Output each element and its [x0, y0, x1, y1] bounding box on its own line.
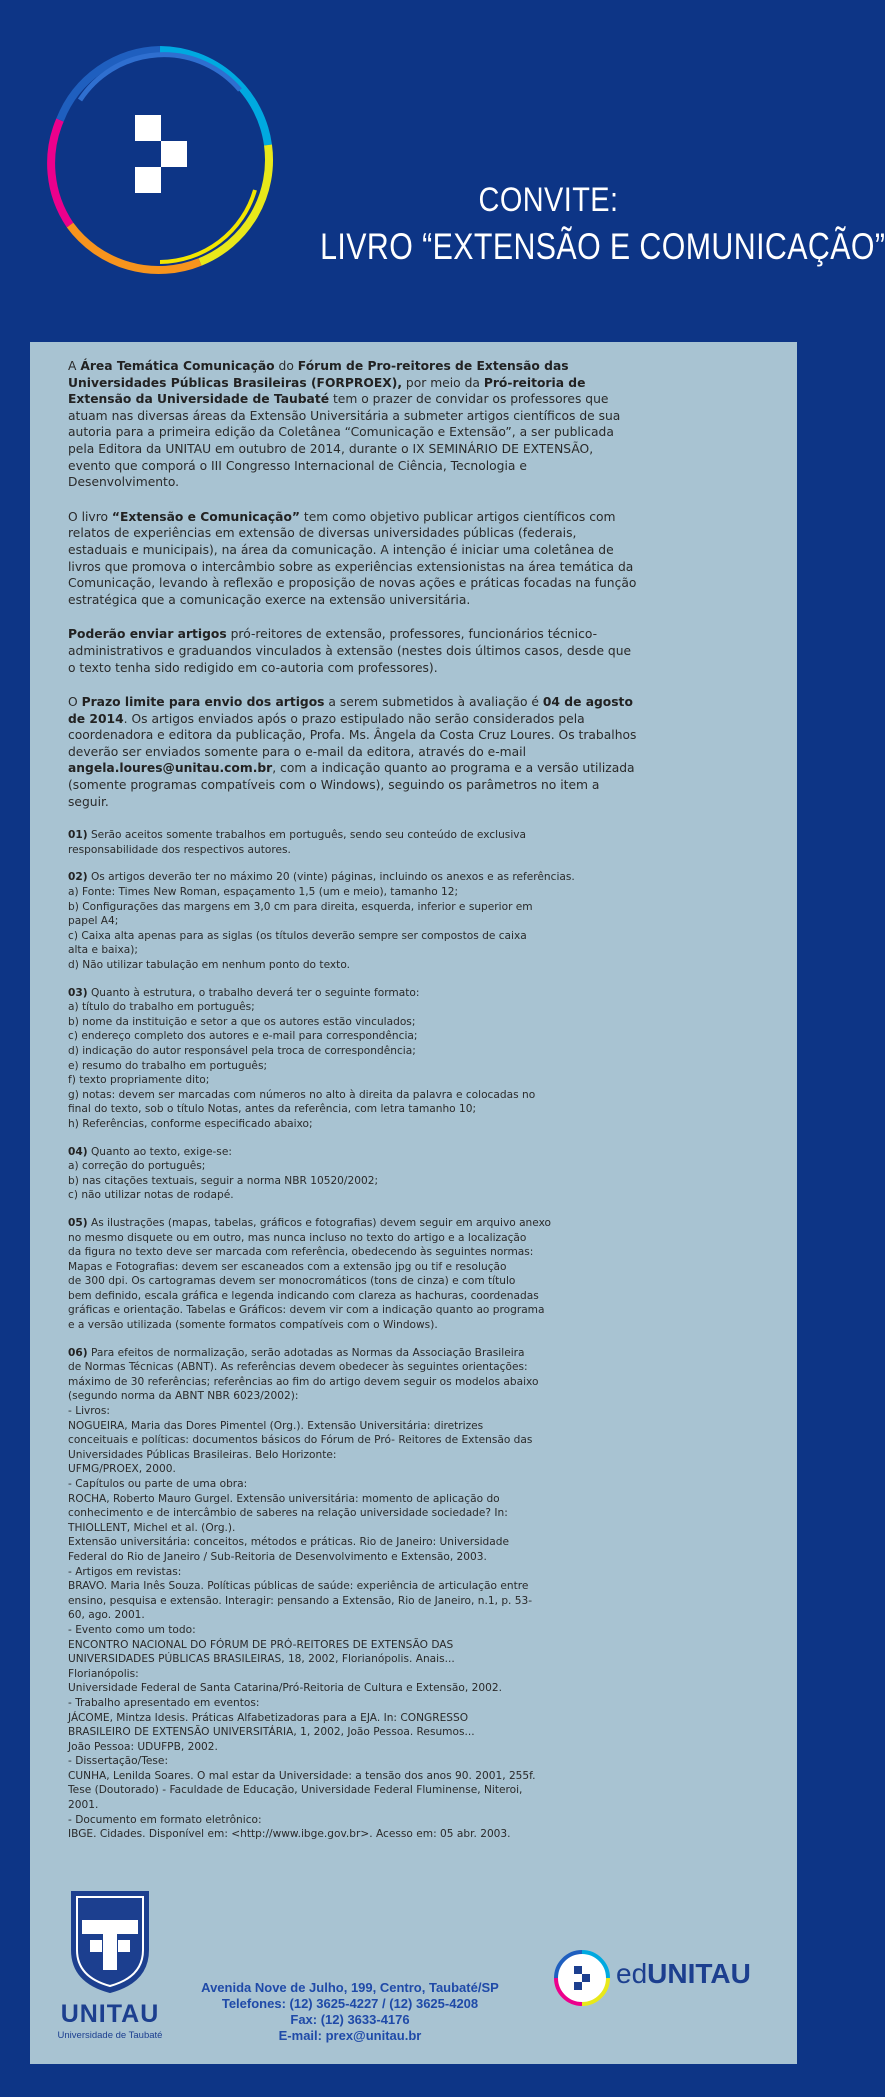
- rule-text: c) endereço completo dos autores e e-mail para correspondência;: [68, 1030, 418, 1043]
- rule-text: conceituais e políticas: documentos básicos do Fórum de Pró- Reitores de Extensão das: [68, 1434, 533, 1447]
- intro-text-2: do: [274, 359, 298, 373]
- rule-text: alta e baixa);: [68, 944, 138, 957]
- rule-line: [68, 1102, 638, 1117]
- rule-text: Universidade Federal de Santa Catarina/Pró-Reitoria de Cultura e Extensão, 2002.: [68, 1682, 502, 1695]
- editor-email: angela.loures@unitau.com.br: [68, 761, 273, 776]
- rule-line: [68, 1029, 638, 1044]
- rule-line: [68, 1579, 638, 1594]
- rule-line: [68, 1681, 638, 1696]
- rule-line: [68, 1073, 638, 1088]
- rule-text: BRASILEIRO DE EXTENSÃO UNIVERSITÁRIA, 1, 2002, João Pessoa. Resumos...: [68, 1726, 475, 1739]
- rule-text: g) notas: devem ser marcadas com números no alto à direita da palavra e colocadas no: [68, 1088, 536, 1101]
- livro-paragraph: [68, 509, 638, 609]
- rule-text: (segundo norma da ABNT NBR 6023/2002):: [68, 1390, 299, 1403]
- rule-item: [68, 986, 638, 1132]
- unitau-name: UNITAU: [60, 2000, 160, 2028]
- rule-text: Tese (Doutorado) - Faculdade de Educação, Universidade Federal Fluminense, Niteroi,: [68, 1784, 523, 1797]
- rule-item: [68, 828, 638, 857]
- contact-block: [190, 1980, 510, 2044]
- rule-line: [68, 1521, 638, 1536]
- rule-line: [68, 1000, 638, 1015]
- rule-line: [68, 1216, 638, 1231]
- rule-line: [68, 1360, 638, 1375]
- rule-line: [68, 1565, 638, 1580]
- rule-text: THIOLLENT, Michel et al. (Org.).: [68, 1521, 236, 1534]
- rule-text: Mapas e Fotografias: devem ser escaneados com a extensão jpg ou tif e resolução: [68, 1260, 507, 1273]
- livro-text-2: tem como objetivo publicar artigos científicos com relatos de experiências em extensão de diversas universidades públicas (federais, estaduais e municipais), na área da comunicação. A intenção é iniciar uma coletânea de livros que promova o intercâmbio sobre as experiências extensionistas na área temática da Comunicação, levando à reflexão e proposição de novas ações e práticas focadas na função estratégica que a comunicação exerce na extensão universitária.: [68, 509, 637, 607]
- edunitau-logo: [550, 1946, 780, 2016]
- rule-line: [68, 1813, 638, 1828]
- deadline-date: 04 de agosto de 2014: [68, 695, 633, 726]
- rule-text: conhecimento e de intercâmbio de saberes na relação universidade sociedade? In:: [68, 1507, 508, 1520]
- rule-item: [68, 1145, 638, 1203]
- rule-text: final do texto, sob o título Notas, antes da referência, com letra tamanho 10;: [68, 1103, 477, 1116]
- title-line-2: LIVRO “EXTENSÃO E COMUNICAÇÃO”: [320, 226, 885, 267]
- rule-text: h) Referências, conforme especificado abaixo;: [68, 1117, 313, 1130]
- rule-line: [68, 1303, 638, 1318]
- rule-line: [68, 1044, 638, 1059]
- rule-text: e a versão utilizada (somente formatos compatíveis com o Windows).: [68, 1319, 438, 1332]
- rule-text: - Evento como um todo:: [68, 1623, 196, 1636]
- rule-line: [68, 885, 638, 900]
- rule-line: [68, 1346, 638, 1361]
- rule-item: [68, 1346, 638, 1842]
- rule-line: [68, 1783, 638, 1798]
- rule-line: [68, 1652, 638, 1667]
- prazo-text-1: O: [68, 695, 82, 710]
- rule-line: [68, 1754, 638, 1769]
- rule-text: João Pessoa: UDUFPB, 2002.: [68, 1740, 218, 1753]
- rule-line: [68, 1059, 638, 1074]
- prazo-paragraph: [68, 694, 638, 810]
- rule-line: [68, 1433, 638, 1448]
- rule-text: UFMG/PROEX, 2000.: [68, 1463, 176, 1476]
- rules-list: [68, 828, 638, 1842]
- rule-line: [68, 1740, 638, 1755]
- rule-line: [68, 1608, 638, 1623]
- rule-text: d) Não utilizar tabulação em nenhum ponto do texto.: [68, 959, 350, 971]
- rule-line: [68, 843, 638, 858]
- rule-number: 06): [68, 1346, 88, 1359]
- rule-line: [68, 1667, 638, 1682]
- rule-text: de Normas Técnicas (ABNT). As referências devem obedecer às seguintes orientações:: [68, 1361, 528, 1374]
- rule-text: - Artigos em revistas:: [68, 1565, 182, 1578]
- intro-text-1: A: [68, 359, 81, 373]
- address-line: Avenida Nove de Julho, 199, Centro, Taubaté/SP: [201, 1980, 499, 1995]
- rule-item: [68, 870, 638, 972]
- rule-text: UNIVERSIDADES PÚBLICAS BRASILEIRAS, 18, 2002, Florianópolis. Anais...: [68, 1653, 455, 1666]
- unitau-subtitle: Universidade de Taubaté: [57, 2030, 163, 2041]
- rule-line: [68, 1696, 638, 1711]
- rule-text: c) não utilizar notas de rodapé.: [68, 1189, 234, 1202]
- rule-text: b) nas citações textuais, seguir a norma NBR 10520/2002;: [68, 1174, 379, 1187]
- rule-line: [68, 1174, 638, 1189]
- intro-text-3: por meio da: [402, 375, 484, 390]
- rule-number: 01): [68, 829, 88, 842]
- rule-text: papel A4;: [68, 915, 119, 928]
- intro-paragraph: [68, 358, 638, 491]
- rule-line: [68, 1245, 638, 1260]
- livro-bold-1: “Extensão e Comunicação”: [111, 509, 300, 524]
- rule-line: [68, 1088, 638, 1103]
- rule-line: [68, 943, 638, 958]
- rule-line: [68, 1389, 638, 1404]
- rule-line: [68, 1375, 638, 1390]
- prazo-text-4: , com a indicação quanto ao programa e a versão utilizada (somente programas compatíveis com o Windows), seguindo os parâmetros no item a seguir.: [68, 761, 635, 809]
- rule-text: máximo de 30 referências; referências ao fim do artigo devem seguir os modelos abaixo: [68, 1375, 539, 1388]
- rule-text: c) Caixa alta apenas para as siglas (os títulos deverão sempre ser compostos de caixa: [68, 929, 527, 942]
- rule-line: [68, 1318, 638, 1333]
- rule-text: gráficas e orientação. Tabelas e Gráficos: devem vir com a indicação quanto ao programa: [68, 1304, 545, 1317]
- rule-text: d) indicação do autor responsável pela troca de correspondência;: [68, 1044, 416, 1057]
- rule-line: [68, 1477, 638, 1492]
- rule-line: [68, 870, 638, 885]
- rule-text: a) título do trabalho em português;: [68, 1001, 255, 1014]
- rule-text: 2001.: [68, 1799, 99, 1812]
- rule-text: Quanto à estrutura, o trabalho deverá ter o seguinte formato:: [87, 986, 420, 999]
- rule-line: [68, 1638, 638, 1653]
- prazo-text-3: . Os artigos enviados após o prazo estipulado não serão considerados pela coordenadora e editora da publicação, Profa. Ms. Ângela da Costa Cruz Loures. Os trabalhos deverão ser enviados somente para o e-mail da editora, através do e-mail: [68, 711, 637, 759]
- rule-line: [68, 1506, 638, 1521]
- rule-line: [68, 1725, 638, 1740]
- rule-text: Federal do Rio de Janeiro / Sub-Reitoria de Desenvolvimento e Extensão, 2003.: [68, 1550, 487, 1563]
- invitation-title: [270, 178, 885, 272]
- rule-text: Universidades Públicas Brasileiras. Belo Horizonte:: [68, 1448, 337, 1461]
- rule-text: bem definido, escala gráfica e legenda indicando com clareza as hachuras, coordenadas: [68, 1289, 539, 1302]
- rule-line: [68, 1594, 638, 1609]
- rule-line: [68, 1623, 638, 1638]
- unitau-logo: [48, 1890, 172, 2050]
- rule-line: [68, 1535, 638, 1550]
- rule-text: Para efeitos de normalização, serão adotadas as Normas da Associação Brasileira: [87, 1346, 525, 1359]
- rule-text: JÁCOME, Mintza Idesis. Práticas Alfabetizadoras para a EJA. In: CONGRESSO: [68, 1711, 469, 1724]
- rule-line: [68, 1404, 638, 1419]
- rule-text: no mesmo disquete ou em outro, mas nunca incluso no texto do artigo e a localização: [68, 1231, 527, 1244]
- rule-text: ensino, pesquisa e extensão. Interagir: pensando a Extensão, Rio de Janeiro, n.1, p. 53-: [68, 1594, 533, 1607]
- rule-line: [68, 1769, 638, 1784]
- rule-text: IBGE. Cidades. Disponível em: <http://www.ibge.gov.br>. Acesso em: 05 abr. 2003.: [68, 1828, 511, 1841]
- fax-line: Fax: (12) 3633-4176: [290, 2012, 410, 2027]
- extensao-logo-icon: [40, 40, 280, 280]
- rule-line: [68, 1274, 638, 1289]
- rule-number: 04): [68, 1145, 88, 1158]
- rule-text: 60, ago. 2001.: [68, 1609, 145, 1622]
- intro-bold-1: Área Temática Comunicação: [80, 359, 275, 373]
- rule-text: e) resumo do trabalho em português;: [68, 1059, 268, 1072]
- rule-line: [68, 914, 638, 929]
- header-banner: [0, 0, 885, 340]
- rule-text: responsabilidade dos respectivos autores.: [68, 843, 291, 856]
- rule-text: - Dissertação/Tese:: [68, 1755, 169, 1768]
- prazo-text-2: a serem submetidos à avaliação é: [324, 695, 543, 710]
- rule-line: [68, 900, 638, 915]
- rule-text: Serão aceitos somente trabalhos em português, sendo seu conteúdo de exclusiva: [87, 829, 527, 842]
- rule-text: As ilustrações (mapas, tabelas, gráficos e fotografias) devem seguir em arquivo anexo: [87, 1216, 552, 1229]
- rule-text: CUNHA, Lenilda Soares. O mal estar da Universidade: a tensão dos anos 90. 2001, 255f.: [68, 1769, 536, 1782]
- rule-line: [68, 1550, 638, 1565]
- rule-text: Florianópolis:: [68, 1667, 139, 1680]
- rule-line: [68, 828, 638, 843]
- edunitau-ring-icon: [552, 1948, 612, 2008]
- invitation-body: [68, 358, 638, 1855]
- intro-bold-2: Fórum de Pro-reitores de Extensão das Universidades Públicas Brasileiras (FORPROEX),: [68, 359, 569, 390]
- rule-text: f) texto propriamente dito;: [68, 1074, 210, 1087]
- footer: [30, 1890, 797, 2064]
- edunitau-ed: ed: [616, 1958, 648, 1989]
- rule-line: [68, 1711, 638, 1726]
- edunitau-unitau: UNITAU: [647, 1958, 751, 1989]
- poderao-text: pró-reitores de extensão, professores, funcionários técnico-administrativos e graduandos vinculados à extensão (nestes dois últimos casos, desde que o texto tenha sido redigido em co-autoria com professores).: [68, 627, 632, 675]
- rule-line: [68, 1188, 638, 1203]
- rule-number: 02): [68, 871, 88, 884]
- rule-line: [68, 1145, 638, 1160]
- rule-line: [68, 1015, 638, 1030]
- rule-text: b) nome da instituição e setor a que os autores estão vinculados;: [68, 1015, 416, 1028]
- rule-line: [68, 1492, 638, 1507]
- rule-text: Os artigos deverão ter no máximo 20 (vinte) páginas, incluindo os anexos e as referências.: [87, 871, 575, 884]
- rule-text: - Capítulos ou parte de uma obra:: [68, 1478, 248, 1490]
- content-panel: [30, 342, 797, 2064]
- rule-line: [68, 986, 638, 1001]
- title-line-1: CONVITE:: [478, 181, 619, 219]
- intro-text-4: tem o prazer de convidar os professores que atuam nas diversas áreas da Extensão Universitária a submeter artigos científicos de sua autoria para a primeira edição da Coletânea “Comunicação e Extensão”, a ser publicada pela Editora da UNITAU em outubro de 2014, durante o IX SEMINÁRIO DE EXTENSÃO, evento que comporá o III Congresso Internacional de Ciência, Tecnologia e Desenvolvimento.: [68, 392, 621, 490]
- rule-text: - Documento em formato eletrônico:: [68, 1813, 262, 1826]
- email-line[interactable]: E-mail: prex@unitau.br: [278, 2028, 422, 2043]
- rule-line: [68, 929, 638, 944]
- rule-line: [68, 1798, 638, 1813]
- rule-text: - Trabalho apresentado em eventos:: [68, 1696, 260, 1709]
- rule-line: [68, 1462, 638, 1477]
- prazo-bold-1: Prazo limite para envio dos artigos: [81, 695, 325, 710]
- rule-text: BRAVO. Maria Inês Souza. Políticas públicas de saúde: experiência de articulação entre: [68, 1580, 529, 1593]
- rule-text: Extensão universitária: conceitos, métodos e práticas. Rio de Janeiro: Universidade: [68, 1536, 510, 1549]
- rule-number: 05): [68, 1216, 88, 1229]
- rule-line: [68, 1117, 638, 1132]
- rule-text: b) Configurações das margens em 3,0 cm para direita, esquerda, inferior e superior em: [68, 900, 533, 913]
- poderao-bold: Poderão enviar artigos: [68, 627, 227, 642]
- rule-text: a) Fonte: Times New Roman, espaçamento 1,5 (um e meio), tamanho 12;: [68, 886, 459, 899]
- rule-line: [68, 1419, 638, 1434]
- rule-number: 03): [68, 986, 88, 999]
- edunitau-wordmark: [616, 1958, 751, 1990]
- rule-text: ROCHA, Roberto Mauro Gurgel. Extensão universitária: momento de aplicação do: [68, 1492, 500, 1505]
- rule-text: a) correção do português;: [68, 1160, 206, 1173]
- rule-text: Quanto ao texto, exige-se:: [87, 1145, 232, 1158]
- rule-text: de 300 dpi. Os cartogramas devem ser monocromáticos (tons de cinza) e com título: [68, 1275, 516, 1288]
- rule-item: [68, 1216, 638, 1333]
- intro-bold-3: Pró-reitoria de Extensão da Universidade de Taubaté: [68, 375, 586, 407]
- rule-line: [68, 1827, 638, 1842]
- rule-text: da figura no texto deve ser marcada com referência, obedecendo às seguintes normas:: [68, 1246, 534, 1259]
- livro-text-1: O livro: [68, 509, 112, 524]
- poderao-paragraph: [68, 626, 638, 676]
- rule-line: [68, 1159, 638, 1174]
- rule-line: [68, 958, 638, 973]
- rule-text: - Livros:: [68, 1405, 110, 1418]
- rule-text: ENCONTRO NACIONAL DO FÓRUM DE PRÓ-REITORES DE EXTENSÃO DAS: [68, 1638, 454, 1651]
- phones-line: Telefones: (12) 3625-4227 / (12) 3625-4208: [221, 1996, 479, 2011]
- unitau-shield-icon: [70, 1890, 150, 1994]
- rule-line: [68, 1260, 638, 1275]
- rule-line: [68, 1448, 638, 1463]
- rule-line: [68, 1231, 638, 1246]
- rule-line: [68, 1289, 638, 1304]
- rule-text: NOGUEIRA, Maria das Dores Pimentel (Org.). Extensão Universitária: diretrizes: [68, 1419, 484, 1432]
